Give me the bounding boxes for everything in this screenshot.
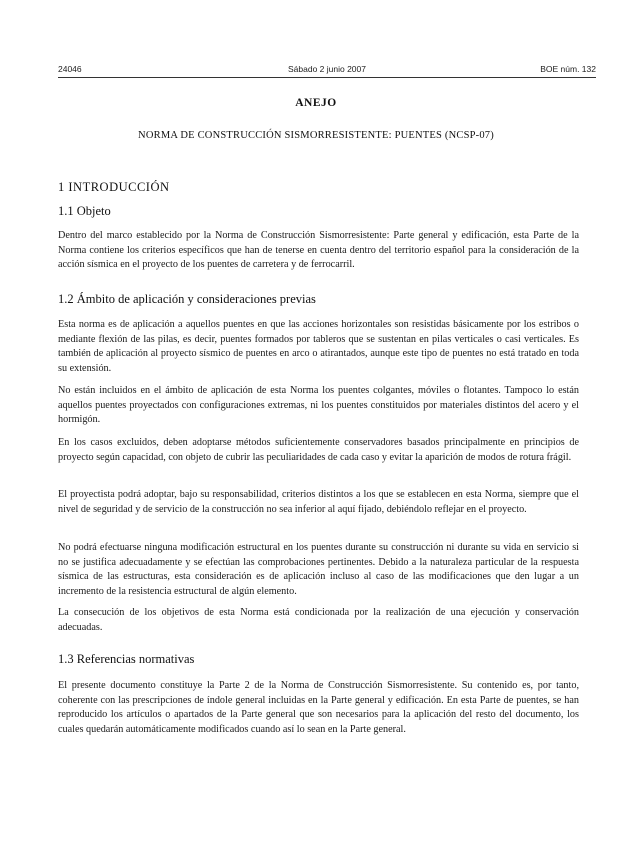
annex-title: ANEJO <box>295 97 337 109</box>
section-1-2-paragraph-6: La consecución de los objetivos de esta Norma está condicionada por la realización de una ejecución y conservación adecuadas. <box>58 607 579 633</box>
section-1-2-heading: 1.2 Ámbito de aplicación y consideraciones previas <box>58 292 316 306</box>
section-1-1-heading: 1.1 Objeto <box>58 204 111 218</box>
page-number: 24046 <box>58 64 82 74</box>
section-1-3-paragraph-1: El presente documento constituye la Parte 2 de la Norma de Construcción Sismorresistente. Su contenido es, por tanto, coherente con las prescripciones de índole general incluidas en la Parte general y edificación. En esta Parte de puentes, se han reproducido los artículos o apartados de la Parte general que son necesarios para la aplicación del resto del documento, los cuales quedarán automáticamente modificados cuando así lo sean en la Parte general. <box>58 680 579 735</box>
section-1-heading: 1 INTRODUCCIÓN <box>58 180 170 194</box>
section-1-2-paragraph-3: En los casos excluidos, deben adoptarse métodos suficientemente conservadores basados principalmente en principios de proyecto según capacidad, con objeto de cubrir las peculiaridades de cada caso y evitar la aparición de modos de rotura frágil. <box>58 437 579 463</box>
section-1-2-paragraph-1: Esta norma es de aplicación a aquellos puentes en que las acciones horizontales son resistidas básicamente por los estribos o mediante flexión de las pilas, es decir, puentes formados por tableros que se sustentan en pilas verticales o casi verticales. Es también de aplicación al proyecto sísmico de puentes en arco o atirantados, aunque este tipo de puentes no está tratado en toda su extensión. <box>58 319 579 374</box>
header-divider <box>58 77 596 78</box>
norm-title: NORMA DE CONSTRUCCIÓN SISMORRESISTENTE: PUENTES (NCSP-07) <box>138 130 494 141</box>
section-1-2-paragraph-5: No podrá efectuarse ninguna modificación estructural en los puentes durante su construcción ni durante su vida en servicio si no se justifica adecuadamente y se efectúan las comprobaciones pertinentes. Debido a la naturaleza particular de la respuesta sísmica de las estructuras, esta consideración es de aplicación incluso al caso de las modificaciones que den lugar a un incremento de la resistencia estructural de algún elemento. <box>58 542 579 597</box>
page-header <box>58 64 596 76</box>
issue-date: Sábado 2 junio 2007 <box>288 64 366 74</box>
section-1-1-paragraph-1: Dentro del marco establecido por la Norma de Construcción Sismorresistente: Parte general y edificación, esta Parte de la Norma contiene los criterios específicos que han de tenerse en cuenta dentro del territorio español para la consideración de la acción sísmica en el proyecto de los puentes de carretera y de ferrocarril. <box>58 230 579 270</box>
publication-number: BOE núm. 132 <box>540 64 596 74</box>
section-1-3-heading: 1.3 Referencias normativas <box>58 652 195 666</box>
section-1-2-paragraph-4: El proyectista podrá adoptar, bajo su responsabilidad, criterios distintos a los que se establecen en esta Norma, siempre que el nivel de seguridad y de servicio de la construcción no sea inferior al aquí fijado, debiéndolo reflejar en el proyecto. <box>58 489 579 515</box>
section-1-2-paragraph-2: No están incluidos en el ámbito de aplicación de esta Norma los puentes colgantes, móviles o flotantes. Tampoco lo están aquellos puentes proyectados con configuraciones extremas, ni los puentes constituidos por materiales distintos del acero y el hormigón. <box>58 385 579 425</box>
